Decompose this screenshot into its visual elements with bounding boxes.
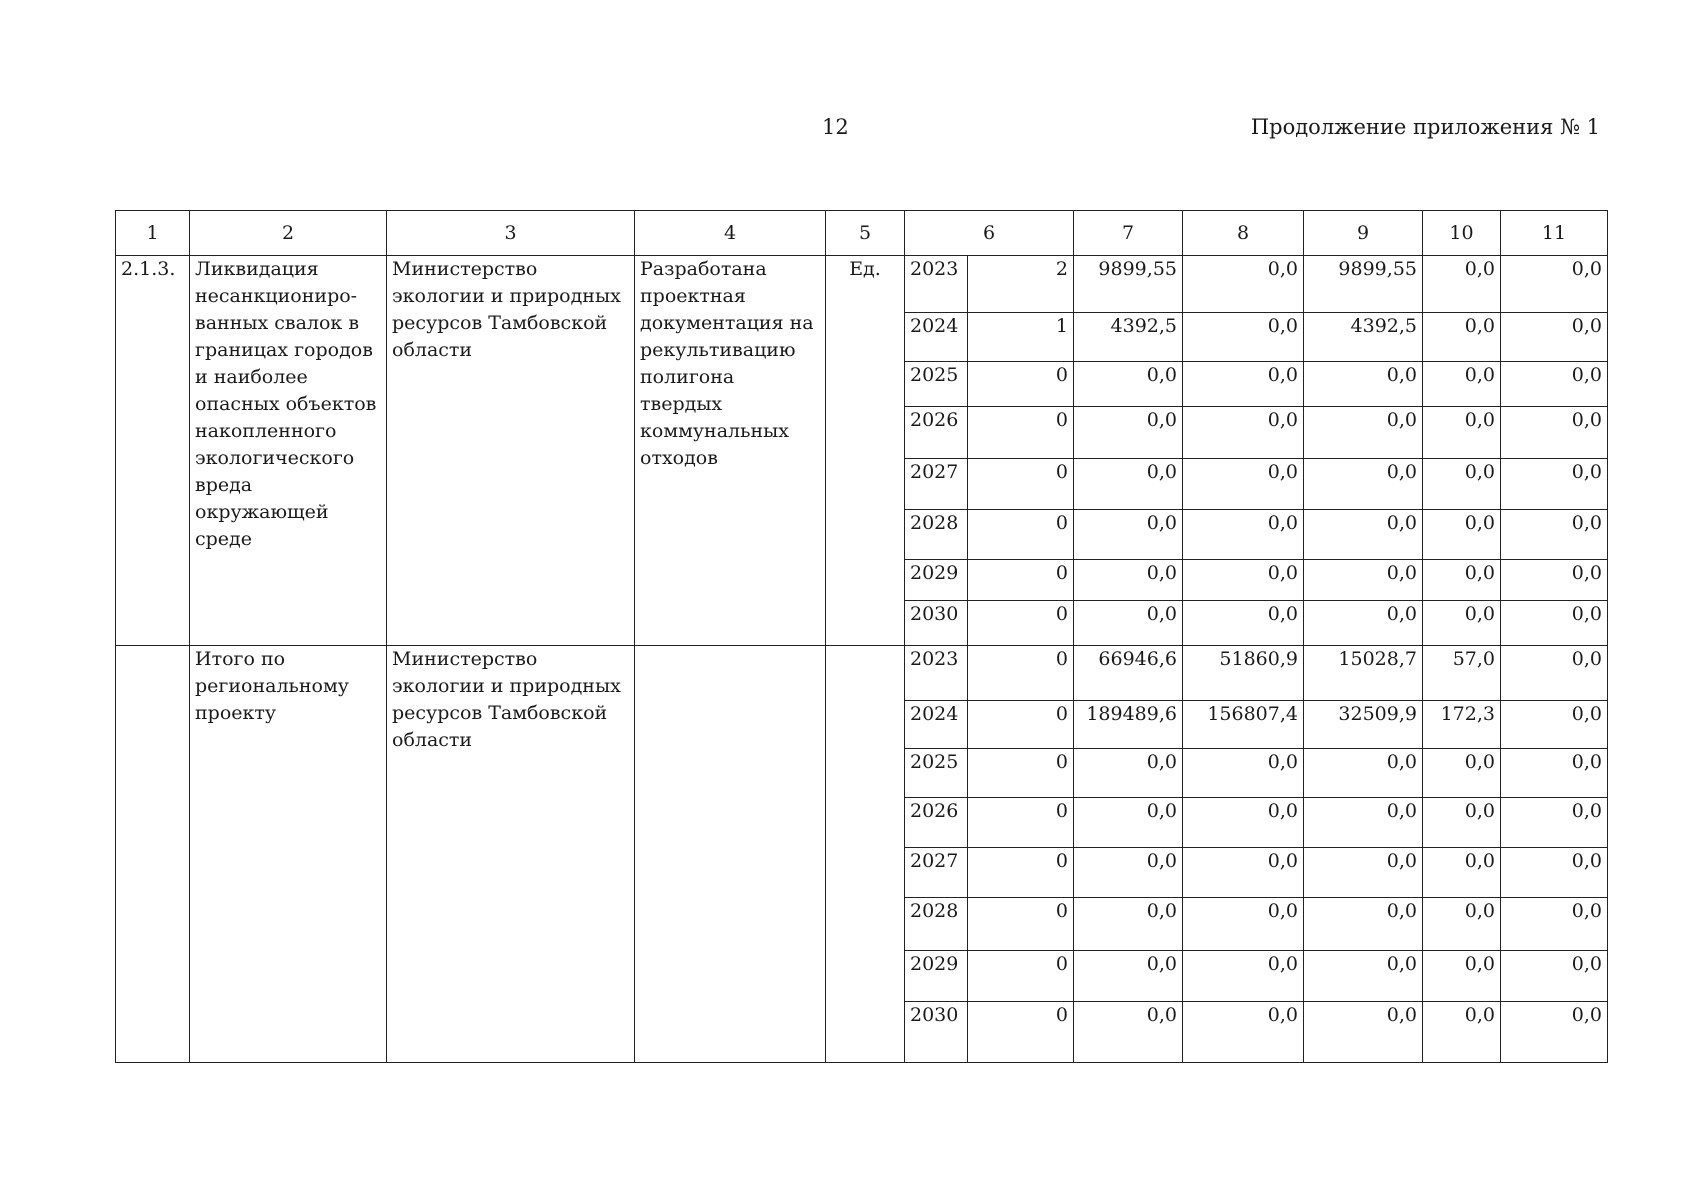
- amount-cell: 0,0: [1423, 362, 1501, 407]
- amount-cell: 0,0: [1183, 798, 1304, 848]
- amount-cell: 32509,9: [1304, 701, 1423, 749]
- amount-cell: 0,0: [1074, 848, 1183, 898]
- year-cell: 2026: [905, 798, 968, 848]
- amount-cell: 0,0: [1501, 510, 1608, 560]
- amount-cell: 0,0: [1501, 256, 1608, 313]
- year-cell: 2028: [905, 898, 968, 951]
- amount-cell: 0,0: [1183, 601, 1304, 646]
- amount-cell: 0,0: [1423, 798, 1501, 848]
- amount-cell: 0,0: [1304, 510, 1423, 560]
- amount-cell: 0,0: [1423, 256, 1501, 313]
- amount-cell: 0,0: [1304, 951, 1423, 1002]
- amount-cell: 156807,4: [1183, 701, 1304, 749]
- year-cell: 2025: [905, 362, 968, 407]
- amount-cell: 0,0: [1501, 701, 1608, 749]
- amount-cell: 0,0: [1423, 749, 1501, 798]
- amount-cell: 0,0: [1501, 313, 1608, 362]
- amount-cell: 172,3: [1423, 701, 1501, 749]
- amount-cell: 0,0: [1423, 407, 1501, 459]
- amount-cell: 0,0: [1304, 1002, 1423, 1063]
- amount-cell: 0,0: [1423, 313, 1501, 362]
- amount-cell: 0,0: [1074, 798, 1183, 848]
- amount-cell: 0,0: [1423, 560, 1501, 601]
- indicator-value: 0: [968, 407, 1074, 459]
- row-code: 2.1.3.: [116, 256, 190, 646]
- amount-cell: 0,0: [1074, 459, 1183, 510]
- amount-cell: 0,0: [1183, 510, 1304, 560]
- amount-cell: 0,0: [1304, 848, 1423, 898]
- year-cell: 2024: [905, 313, 968, 362]
- event-name: Ликвидация несанкциониро- ванных свалок в границах городов и наиболее опасных объектов накопленного экологического вреда окружающей среде: [190, 256, 387, 646]
- indicator-value: 0: [968, 1002, 1074, 1063]
- column-number: 1: [116, 211, 190, 256]
- amount-cell: 0,0: [1074, 510, 1183, 560]
- amount-cell: 0,0: [1183, 749, 1304, 798]
- column-number: 10: [1423, 211, 1501, 256]
- amount-cell: 0,0: [1304, 601, 1423, 646]
- year-cell: 2030: [905, 601, 968, 646]
- amount-cell: 51860,9: [1183, 646, 1304, 701]
- indicator-value: 0: [968, 601, 1074, 646]
- column-number: 6: [905, 211, 1074, 256]
- amount-cell: 0,0: [1423, 459, 1501, 510]
- amount-cell: 0,0: [1074, 951, 1183, 1002]
- amount-cell: 0,0: [1304, 898, 1423, 951]
- year-cell: 2023: [905, 256, 968, 313]
- page-caption: Продолжение приложения № 1: [1250, 115, 1600, 139]
- column-number-row: [116, 211, 1608, 256]
- amount-cell: 0,0: [1501, 798, 1608, 848]
- amount-cell: 0,0: [1304, 560, 1423, 601]
- amount-cell: 15028,7: [1304, 646, 1423, 701]
- amount-cell: 0,0: [1074, 601, 1183, 646]
- amount-cell: 189489,6: [1074, 701, 1183, 749]
- amount-cell: 0,0: [1304, 749, 1423, 798]
- amount-cell: 0,0: [1183, 898, 1304, 951]
- event-name: Итого по региональному проекту: [190, 646, 387, 1063]
- amount-cell: 0,0: [1423, 898, 1501, 951]
- indicator-value: 0: [968, 951, 1074, 1002]
- amount-cell: 0,0: [1183, 459, 1304, 510]
- year-cell: 2029: [905, 951, 968, 1002]
- column-number: 9: [1304, 211, 1423, 256]
- amount-cell: 0,0: [1304, 362, 1423, 407]
- amount-cell: 0,0: [1304, 798, 1423, 848]
- column-number: 2: [190, 211, 387, 256]
- indicator-value: 2: [968, 256, 1074, 313]
- indicator-value: 0: [968, 459, 1074, 510]
- amount-cell: 0,0: [1423, 510, 1501, 560]
- amount-cell: 0,0: [1423, 601, 1501, 646]
- indicator-value: 0: [968, 701, 1074, 749]
- unit: [826, 646, 905, 1063]
- page-number: 12: [822, 115, 849, 139]
- amount-cell: 0,0: [1074, 749, 1183, 798]
- amount-cell: 0,0: [1183, 313, 1304, 362]
- amount-cell: 0,0: [1501, 898, 1608, 951]
- year-cell: 2025: [905, 749, 968, 798]
- amount-cell: 0,0: [1183, 560, 1304, 601]
- year-cell: 2024: [905, 701, 968, 749]
- indicator-value: 0: [968, 848, 1074, 898]
- amount-cell: 0,0: [1501, 749, 1608, 798]
- column-number: 7: [1074, 211, 1183, 256]
- amount-cell: 66946,6: [1074, 646, 1183, 701]
- amount-cell: 0,0: [1074, 407, 1183, 459]
- amount-cell: 0,0: [1501, 560, 1608, 601]
- amount-cell: 0,0: [1423, 848, 1501, 898]
- amount-cell: 0,0: [1183, 848, 1304, 898]
- indicator-value: 0: [968, 898, 1074, 951]
- amount-cell: 0,0: [1183, 407, 1304, 459]
- amount-cell: 0,0: [1501, 646, 1608, 701]
- amount-cell: 0,0: [1423, 1002, 1501, 1063]
- column-number: 3: [387, 211, 635, 256]
- budget-table: [115, 210, 1608, 1063]
- year-cell: 2026: [905, 407, 968, 459]
- amount-cell: 0,0: [1501, 1002, 1608, 1063]
- indicator: [635, 646, 826, 1063]
- executor: Министерство экологии и природных ресурсов Тамбовской области: [387, 646, 635, 1063]
- amount-cell: 9899,55: [1304, 256, 1423, 313]
- column-number: 4: [635, 211, 826, 256]
- amount-cell: 0,0: [1183, 951, 1304, 1002]
- amount-cell: 0,0: [1304, 459, 1423, 510]
- indicator-value: 0: [968, 510, 1074, 560]
- amount-cell: 0,0: [1183, 1002, 1304, 1063]
- unit: Ед.: [826, 256, 905, 646]
- indicator-value: 0: [968, 560, 1074, 601]
- executor: Министерство экологии и природных ресурсов Тамбовской области: [387, 256, 635, 646]
- amount-cell: 0,0: [1423, 951, 1501, 1002]
- amount-cell: 4392,5: [1304, 313, 1423, 362]
- column-number: 8: [1183, 211, 1304, 256]
- year-cell: 2030: [905, 1002, 968, 1063]
- amount-cell: 0,0: [1501, 407, 1608, 459]
- row-code: [116, 646, 190, 1063]
- amount-cell: 0,0: [1074, 1002, 1183, 1063]
- indicator-value: 1: [968, 313, 1074, 362]
- year-cell: 2029: [905, 560, 968, 601]
- year-cell: 2027: [905, 848, 968, 898]
- amount-cell: 0,0: [1501, 951, 1608, 1002]
- indicator-value: 0: [968, 362, 1074, 407]
- amount-cell: 0,0: [1183, 362, 1304, 407]
- amount-cell: 0,0: [1501, 848, 1608, 898]
- indicator-value: 0: [968, 749, 1074, 798]
- amount-cell: 0,0: [1501, 601, 1608, 646]
- table-row: [116, 646, 1608, 701]
- amount-cell: 0,0: [1183, 256, 1304, 313]
- table-row: [116, 256, 1608, 313]
- indicator-value: 0: [968, 798, 1074, 848]
- amount-cell: 0,0: [1074, 560, 1183, 601]
- amount-cell: 57,0: [1423, 646, 1501, 701]
- amount-cell: 0,0: [1074, 362, 1183, 407]
- amount-cell: 0,0: [1501, 362, 1608, 407]
- amount-cell: 9899,55: [1074, 256, 1183, 313]
- amount-cell: 0,0: [1074, 898, 1183, 951]
- column-number: 11: [1501, 211, 1608, 256]
- year-cell: 2023: [905, 646, 968, 701]
- indicator: Разработана проектная документация на рекультивацию полигона твердых коммунальных отходов: [635, 256, 826, 646]
- year-cell: 2027: [905, 459, 968, 510]
- indicator-value: 0: [968, 646, 1074, 701]
- column-number: 5: [826, 211, 905, 256]
- amount-cell: 0,0: [1304, 407, 1423, 459]
- year-cell: 2028: [905, 510, 968, 560]
- amount-cell: 4392,5: [1074, 313, 1183, 362]
- amount-cell: 0,0: [1501, 459, 1608, 510]
